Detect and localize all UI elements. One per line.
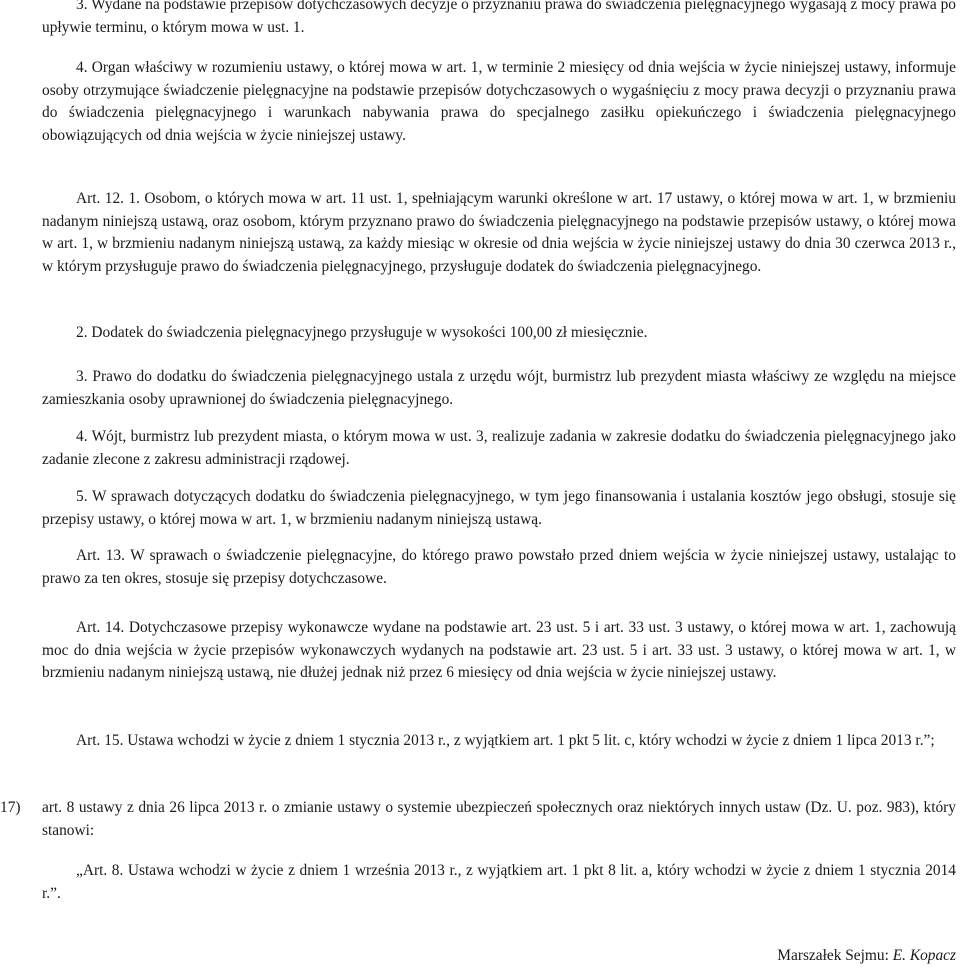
paragraph-art11-ust3 [42, 0, 956, 39]
item-text: art. 8 ustawy z dnia 26 lipca 2013 r. o zmianie ustawy o systemie ubezpieczeń społecznych oraz niektórych innych ustaw (Dz. U. poz. 983), który stanowi: [42, 799, 956, 839]
paragraph-text: 4. Organ właściwy w rozumieniu ustawy, o której mowa w art. 1, w terminie 2 miesięcy od dnia wejścia w życie niniejszej ustawy, informuje osoby otrzymujące świadczenie pielęgnacyjne na podstawie przepisów dotychczasowych o wygaśnięciu z mocy prawa decyzji o przyznaniu prawa do świadczenia pielęgnacyjnego i warunkach nabywania prawa do specjalnego zasiłku opiekuńczego i świadczenia pielęgnacyjnego obowiązujących od dnia wejścia w życie niniejszej ustawy. [42, 59, 956, 144]
paragraph-text: 4. Wójt, burmistrz lub prezydent miasta, o którym mowa w ust. 3, realizuje zadania w zakresie dodatku do świadczenia pielęgnacyjnego jako zadanie zlecone z zakresu administracji rządowej. [42, 428, 956, 468]
paragraph-art15 [42, 730, 956, 753]
paragraph-text: Art. 15. Ustawa wchodzi w życie z dniem 1 stycznia 2013 r., z wyjątkiem art. 1 pkt 5 lit. c, który wchodzi w życie z dniem 1 lipca 2013 r.”; [76, 732, 935, 749]
paragraph-art12-ust3 [42, 366, 956, 411]
item-number: 17) [0, 799, 21, 816]
paragraph-text: 3. Prawo do dodatku do świadczenia pielęgnacyjnego ustala z urzędu wójt, burmistrz lub prezydent miasta właściwy ze względu na miejsce zamieszkania osoby uprawnionej do świadczenia pielęgnacyjnego. [42, 368, 956, 408]
item-17 [42, 797, 956, 842]
paragraph-text: 3. Wydane na podstawie przepisów dotychczasowych decyzje o przyznaniu prawa do świadczenia pielęgnacyjnego wygasają z mocy prawa po upływie terminu, o którym mowa w ust. 1. [42, 0, 956, 36]
paragraph-art14 [42, 617, 956, 685]
signature [777, 945, 956, 968]
paragraph-art12-ust1 [42, 188, 956, 278]
paragraph-art11-ust4 [42, 57, 956, 147]
paragraph-text: Art. 14. Dotychczasowe przepisy wykonawcze wydane na podstawie art. 23 ust. 5 i art. 33 ust. 3 ustawy, o której mowa w art. 1, zachowują moc do dnia wejścia w życie przepisów wykonawczych wydanych na podstawie art. 23 ust. 5 i art. 33 ust. 3 ustawy, o której mowa w art. 1, w brzmieniu nadanym niniejszą ustawą, nie dłużej jednak niż przez 6 miesięcy od dnia wejścia w życie niniejszej ustawy. [42, 619, 956, 682]
paragraph-text: Art. 13. W sprawach o świadczenie pielęgnacyjne, do którego prawo powstało przed dniem wejścia w życie niniejszej ustawy, ustalając to prawo za ten okres, stosuje się przepisy dotychczasowe. [42, 547, 956, 587]
paragraph-text: 5. W sprawach dotyczących dodatku do świadczenia pielęgnacyjnego, w tym jego finansowania i ustalania kosztów jego obsługi, stosuje się przepisy ustawy, o której mowa w art. 1, w brzmieniu nadanym niniejszą ustawą. [42, 488, 956, 528]
paragraph-art12-ust4 [42, 426, 956, 471]
signature-name: E. Kopacz [892, 947, 956, 964]
paragraph-text: 2. Dodatek do świadczenia pielęgnacyjnego przysługuje w wysokości 100,00 zł miesięcznie. [76, 324, 648, 341]
paragraph-art13 [42, 545, 956, 590]
signature-label: Marszałek Sejmu: [777, 947, 889, 964]
paragraph-text: Art. 12. 1. Osobom, o których mowa w art. 11 ust. 1, spełniającym warunki określone w art. 17 ustawy, o której mowa w art. 1, w brzmieniu nadanym niniejszą ustawą, oraz osobom, którym przyznano prawo do świadczenia pielęgnacyjnego na podstawie przepisów ustawy, o której mowa w art. 1, w brzmieniu nadanym niniejszą ustawą, za każdy miesiąc w okresie od dnia wejścia w życie niniejszej ustawy do dnia 30 czerwca 2013 r., w którym przysługuje prawo do świadczenia pielęgnacyjnego, przysługuje dodatek do świadczenia pielęgnacyjnego. [42, 190, 956, 275]
paragraph-art12-ust5 [42, 486, 956, 531]
paragraph-art12-ust2 [42, 322, 956, 345]
quoted-article [42, 860, 956, 905]
quote-text: „Art. 8. Ustawa wchodzi w życie z dniem 1 września 2013 r., z wyjątkiem art. 1 pkt 8 lit. a, który wchodzi w życie z dniem 1 stycznia 2014 r.”. [42, 862, 956, 902]
